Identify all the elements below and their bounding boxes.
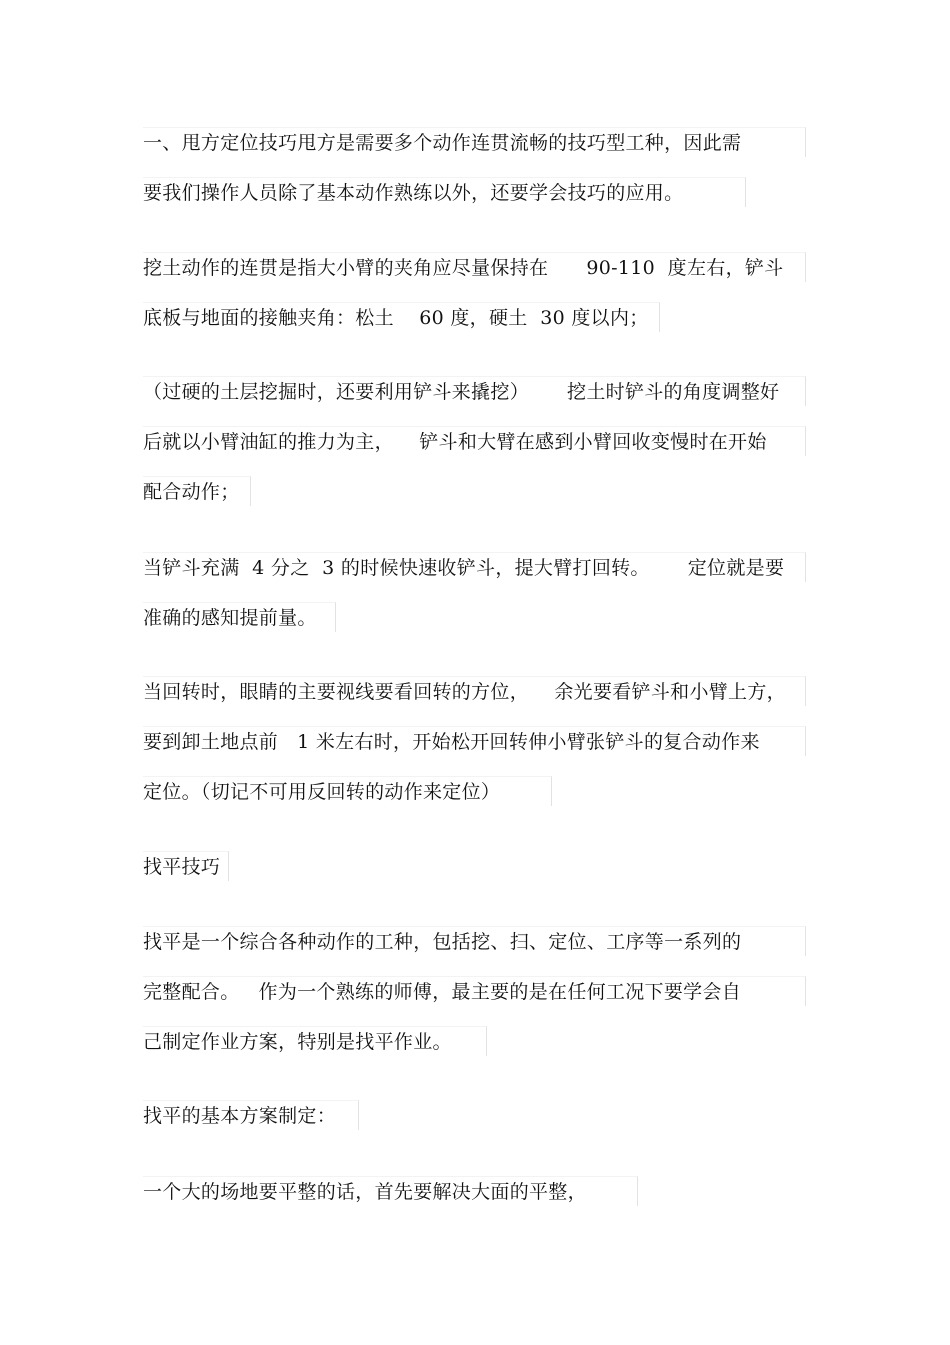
text-line: 己制定作业方案，特别是找平作业。: [143, 1026, 487, 1056]
text-line: 找平的基本方案制定：: [143, 1100, 359, 1130]
text-line: 挖土动作的连贯是指大小臂的夹角应尽量保持在 90-110 度左右，铲斗: [143, 252, 806, 282]
text-line: 准确的感知提前量。: [143, 602, 336, 632]
text-line: 后就以小臂油缸的推力为主， 铲斗和大臂在感到小臂回收变慢时在开始: [143, 426, 806, 456]
section-heading: 找平技巧: [143, 851, 229, 881]
text-line: 找平是一个综合各种动作的工种，包括挖、扫、定位、工序等一系列的: [143, 926, 806, 956]
text-line: 当回转时，眼睛的主要视线要看回转的方位， 余光要看铲斗和小臂上方，: [143, 676, 806, 706]
text-line: 要到卸土地点前 1 米左右时，开始松开回转伸小臂张铲斗的复合动作来: [143, 726, 806, 756]
text-line: 一、甩方定位技巧甩方是需要多个动作连贯流畅的技巧型工种，因此需: [143, 127, 806, 157]
text-line: （过硬的土层挖掘时，还要利用铲斗来撬挖） 挖土时铲斗的角度调整好: [143, 376, 806, 406]
text-line: 配合动作；: [143, 476, 251, 506]
text-line: 要我们操作人员除了基本动作熟练以外，还要学会技巧的应用。: [143, 177, 746, 207]
text-line: 定位。（切记不可用反回转的动作来定位）: [143, 776, 552, 806]
text-line: 一个大的场地要平整的话，首先要解决大面的平整，: [143, 1176, 638, 1206]
text-line: 完整配合。 作为一个熟练的师傅，最主要的是在任何工况下要学会自: [143, 976, 806, 1006]
text-line: 当铲斗充满 4 分之 3 的时候快速收铲斗，提大臂打回转。 定位就是要: [143, 552, 806, 582]
text-line: 底板与地面的接触夹角：松土 60 度，硬土 30 度以内；: [143, 302, 660, 332]
